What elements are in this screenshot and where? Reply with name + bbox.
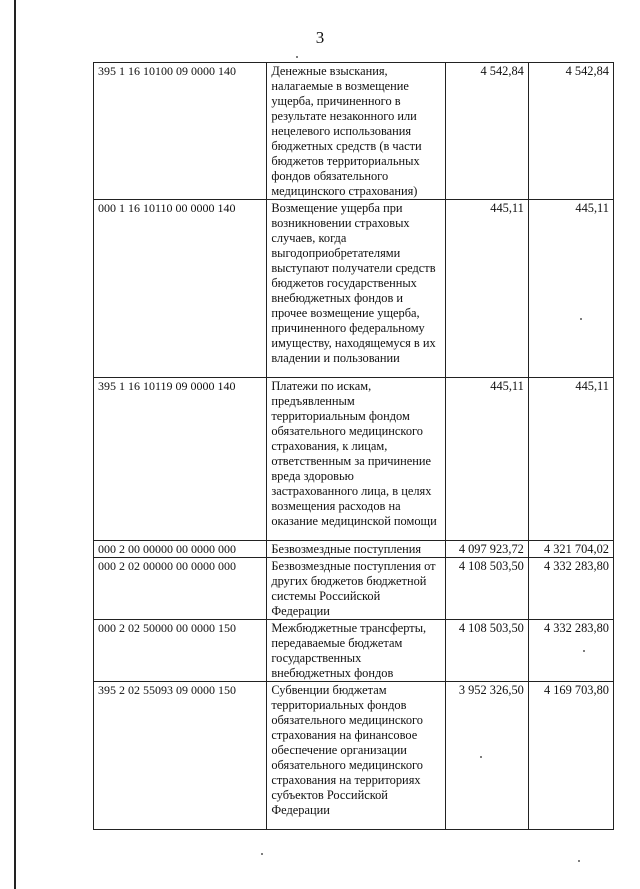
amount-cell-1: 4 108 503,50 [445,620,528,682]
table-row [94,682,614,830]
table-row [94,541,614,558]
scan-speck [578,860,580,862]
amount-cell-2: 445,11 [528,200,613,378]
budget-code-cell: 000 2 02 50000 00 0000 150 [94,620,267,682]
table-row [94,620,614,682]
budget-code-cell: 395 2 02 55093 09 0000 150 [94,682,267,830]
budget-code-cell: 395 1 16 10119 09 0000 140 [94,378,267,541]
table-row [94,378,614,541]
amount-cell-1: 4 108 503,50 [445,558,528,620]
scan-speck [296,56,298,58]
budget-code-cell: 000 2 00 00000 00 0000 000 [94,541,267,558]
page-number: 3 [315,28,325,47]
amount-cell-2: 445,11 [528,378,613,541]
budget-table [93,62,614,830]
income-name-cell: Денежные взыскания, налагаемые в возмещение ущерба, причиненного в результате незаконного или нецелевого использования бюджетных средств (в части бюджетов территориальных фондов обязательного медицинского страхования) [267,63,446,200]
amount-cell-2: 4 321 704,02 [528,541,613,558]
income-name-cell: Межбюджетные трансферты, передаваемые бюджетам государственных внебюджетных фондов [267,620,446,682]
income-name-cell: Возмещение ущерба при возникновении страховых случаев, когда выгодоприобретателями выступают получатели средств бюджетов государственных внебюджетных фондов и прочее возмещение ущерба, причиненного федеральному имуществу, находящемуся в их владении и пользовании [267,200,446,378]
scan-speck [580,318,582,320]
table-row [94,63,614,200]
scan-speck [261,853,263,855]
table-row [94,558,614,620]
amount-cell-1: 445,11 [445,200,528,378]
income-name-cell: Платежи по искам, предъявленным территориальным фондом обязательного медицинского страхования, к лицам, ответственным за причинение вреда здоровью застрахованного лица, в целях возмещения расходов на оказание медицинской помощи [267,378,446,541]
amount-cell-2: 4 542,84 [528,63,613,200]
amount-cell-2: 4 169 703,80 [528,682,613,830]
income-name-cell: Безвозмездные поступления от других бюджетов бюджетной системы Российской Федерации [267,558,446,620]
table-row [94,200,614,378]
amount-cell-2: 4 332 283,80 [528,620,613,682]
budget-code-cell: 395 1 16 10100 09 0000 140 [94,63,267,200]
amount-cell-1: 4 097 923,72 [445,541,528,558]
income-name-cell: Субвенции бюджетам территориальных фондов обязательного медицинского страхования на финансовое обеспечение организации обязательного медицинского страхования на территориях субъектов Российской Федерации [267,682,446,830]
scan-speck [480,756,482,758]
left-margin-rule [14,0,16,889]
amount-cell-1: 445,11 [445,378,528,541]
budget-code-cell: 000 2 02 00000 00 0000 000 [94,558,267,620]
amount-cell-1: 4 542,84 [445,63,528,200]
amount-cell-2: 4 332 283,80 [528,558,613,620]
scan-speck [583,650,585,652]
income-name-cell: Безвозмездные поступления [267,541,446,558]
budget-code-cell: 000 1 16 10110 00 0000 140 [94,200,267,378]
amount-cell-1: 3 952 326,50 [445,682,528,830]
